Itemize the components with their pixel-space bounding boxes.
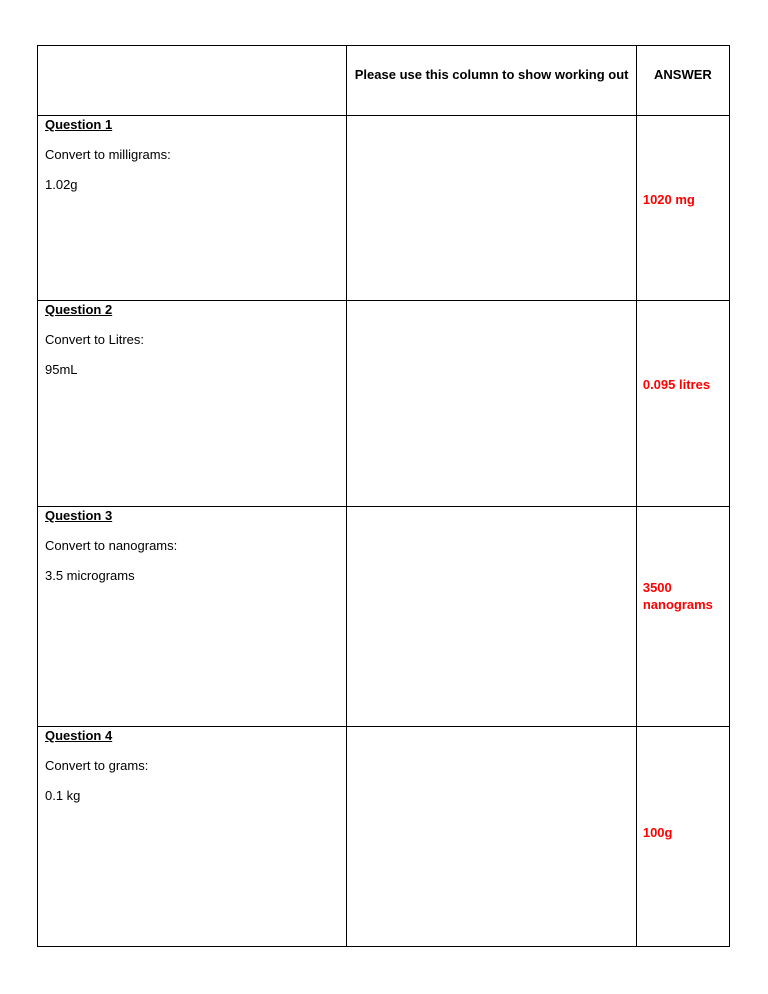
working-cell-4[interactable]: [347, 727, 636, 947]
header-working-cell: Please use this column to show working out: [347, 46, 636, 116]
question-row-1: [38, 116, 730, 301]
question-prompt: Convert to Litres:: [45, 332, 144, 347]
answer-cell-4: [636, 727, 729, 947]
answer-text: 1020 mg: [642, 192, 695, 207]
question-title: Question 2: [45, 302, 113, 317]
question-title: Question 4: [45, 728, 113, 743]
question-value: 0.1 kg: [45, 788, 81, 803]
question-cell-1: [38, 116, 347, 301]
answer-cell-1: [636, 116, 729, 301]
question-value: 95mL: [45, 362, 78, 377]
question-row-4: [38, 727, 730, 947]
question-row-2: [38, 301, 730, 507]
header-question-cell: [38, 46, 347, 116]
working-cell-3[interactable]: [347, 507, 636, 727]
question-prompt: Convert to grams:: [45, 758, 149, 773]
answer-text: 100g: [642, 825, 673, 840]
question-prompt: Convert to milligrams:: [45, 147, 171, 162]
question-title: Question 1: [45, 117, 113, 132]
question-cell-2: [38, 301, 347, 507]
answer-cell-3: [636, 507, 729, 727]
working-cell-2[interactable]: [347, 301, 636, 507]
question-title: Question 3: [45, 508, 113, 523]
working-cell-1[interactable]: [347, 116, 636, 301]
answer-text: 0.095 litres: [642, 377, 711, 392]
question-row-3: [38, 507, 730, 727]
header-answer-cell: ANSWER: [636, 46, 729, 116]
header-row: [38, 46, 730, 116]
question-prompt: Convert to nanograms:: [45, 538, 178, 553]
answer-cell-2: [636, 301, 729, 507]
question-cell-3: [38, 507, 347, 727]
question-value: 3.5 micrograms: [45, 568, 135, 583]
answer-text: 3500 nanograms: [642, 580, 713, 612]
question-cell-4: [38, 727, 347, 947]
question-value: 1.02g: [45, 177, 78, 192]
worksheet-table: [37, 45, 730, 947]
